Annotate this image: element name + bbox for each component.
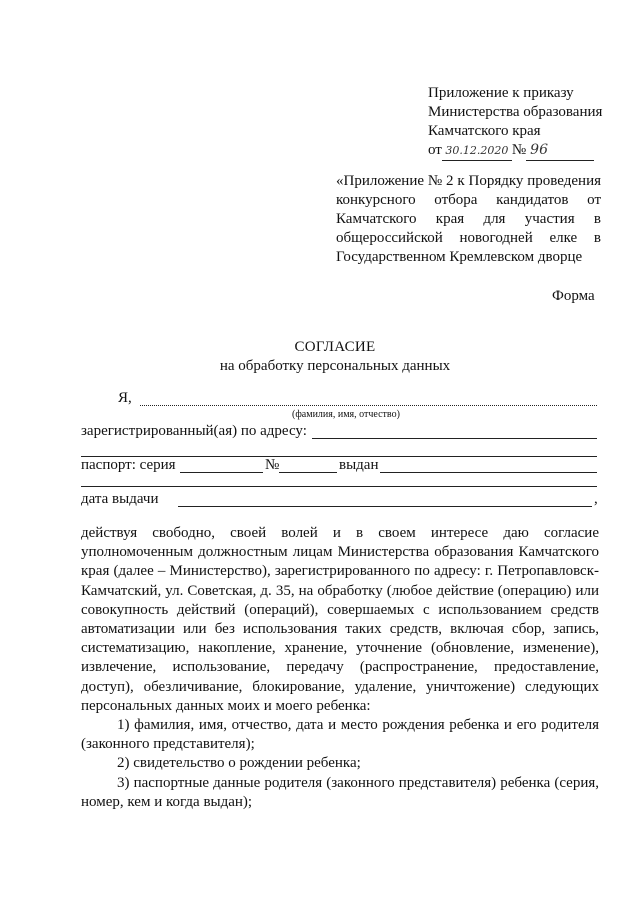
- list-item-2: 2) свидетельство о рождении ребенка;: [117, 755, 361, 772]
- passport-number-line: [279, 472, 337, 473]
- passport-series-label: паспорт: серия: [81, 457, 176, 473]
- date-prefix: от: [428, 142, 442, 158]
- list-item-3: 3) паспортные данные родителя (законного представителя) ребенка (серия, номер, кем и когда выдан);: [81, 774, 599, 810]
- consent-text: действуя свободно, своей волей и в своем интересе даю согласие уполномоченным должностным лицам Министерства образования Камчатского края (далее – Министерство), зарегистрированного по адресу: г. Петропавловск-Камчатский, ул. Советская, д. 35, на обработку (любое действие (операцию) или совокупность действий (операций), совершаемых с использованием средств автоматизации или без использования таких средств, включая сбор, запись, систематизацию, накопление, хранение, уточнение (обновление, изменение), извлечение, использование, передачу (распространение, предоставление, доступ), обезличивание, блокирование, удаление, уничтожение) следующих персональных данных моих и моего ребенка:: [81, 525, 599, 714]
- appendix-note: [336, 172, 601, 267]
- list-item-1: 1) фамилия, имя, отчество, дата и место рождения ребенка и его родителя (законного представителя);: [81, 717, 599, 753]
- address-line-1: [312, 438, 597, 439]
- header-line-1: Приложение к приказу: [428, 85, 574, 101]
- header-line-2: Министерства образования: [428, 104, 603, 120]
- issued-label: выдан: [339, 457, 379, 473]
- address-label: зарегистрированный(ая) по адресу:: [81, 423, 307, 439]
- title-sub: на обработку персональных данных: [219, 358, 451, 374]
- issue-date-label: дата выдачи: [81, 491, 159, 507]
- issue-date-line: [178, 506, 592, 507]
- header-appendix: [428, 84, 608, 160]
- number-prefix: №: [511, 142, 527, 158]
- issue-date-comma: ,: [594, 491, 598, 507]
- header-line-3: Камчатского края: [428, 123, 541, 139]
- handwritten-date: 30.12.2020: [442, 141, 512, 161]
- document-title: [0, 338, 640, 376]
- fio-hint: (фамилия, имя, отчество): [292, 409, 400, 420]
- title-main: СОГЛАСИЕ: [294, 339, 376, 355]
- issued-line: [380, 472, 597, 473]
- consent-body: [81, 524, 599, 812]
- issued-line-2: [81, 486, 597, 487]
- passport-number-label: №: [265, 457, 280, 473]
- form-label: Форма: [552, 288, 595, 304]
- passport-series-line: [180, 472, 263, 473]
- fio-line: [140, 405, 597, 406]
- header-date-line: [428, 141, 608, 160]
- field-i-label: Я,: [118, 390, 132, 406]
- appendix-note-text: «Приложение № 2 к Порядку проведения конкурсного отбора кандидатов от Камчатского края для участия в общероссийской новогодней елке в Государственном Кремлевском дворце: [336, 173, 601, 265]
- handwritten-number: 96: [526, 141, 594, 161]
